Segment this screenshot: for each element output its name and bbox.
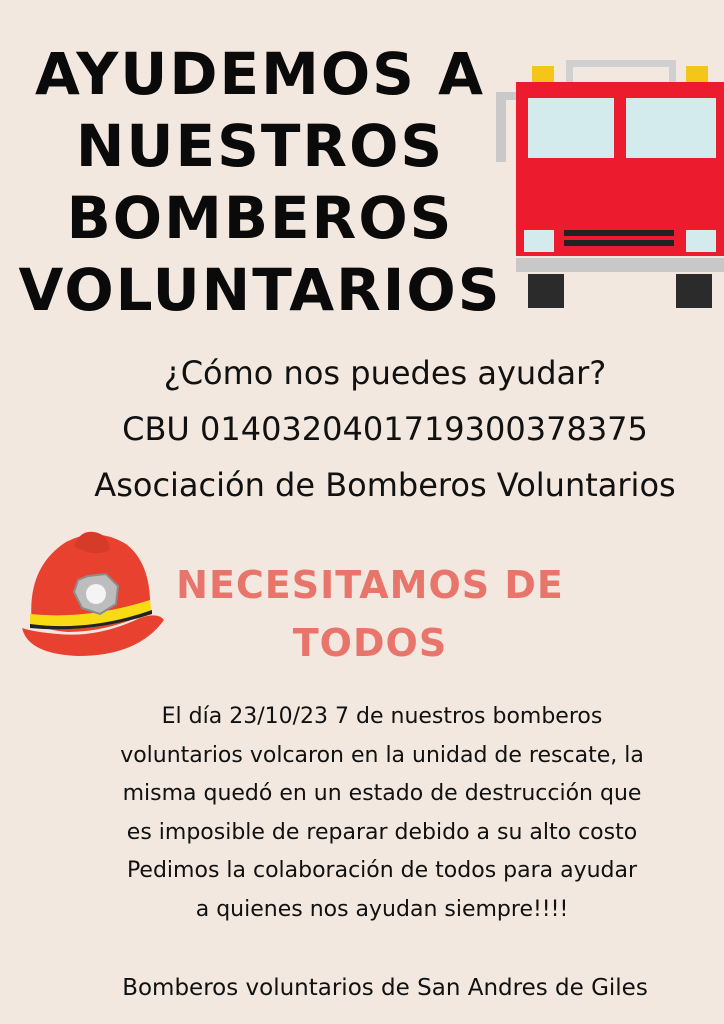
association-name: Asociación de Bomberos Voluntarios (94, 466, 676, 504)
need-heading (150, 556, 590, 672)
body-line-5: Pedimos la colaboración de todos para ayudar (126, 858, 638, 883)
signature: Bomberos voluntarios de San Andres de Giles (122, 975, 648, 1001)
title-line-2: NUESTROS (75, 112, 445, 180)
help-info (60, 345, 710, 513)
body-line-3: misma quedó en un estado de destrucción que (122, 781, 642, 806)
title-line-4: VOLUNTARIOS (18, 256, 502, 324)
help-question: ¿Cómo nos puedes ayudar? (163, 354, 607, 392)
body-line-1: El día 23/10/23 7 de nuestros bomberos (161, 704, 603, 729)
need-line-2: TODOS (292, 621, 448, 665)
fire-truck-icon (492, 52, 724, 314)
incident-description (92, 698, 672, 929)
title-line-3: BOMBEROS (66, 184, 454, 252)
body-line-2: voluntarios volcaron en la unidad de rescate, la (120, 742, 644, 768)
poster-title (0, 38, 520, 326)
need-line-1: NECESITAMOS DE (176, 563, 564, 607)
firefighter-helmet-icon (18, 528, 168, 658)
cbu-number: CBU 0140320401719300378375 (122, 410, 648, 448)
title-line-1: AYUDEMOS A (34, 40, 486, 108)
body-line-6: a quienes nos ayudan siempre!!!! (195, 896, 569, 922)
body-line-4: es imposible de reparar debido a su alto costo (126, 819, 638, 845)
